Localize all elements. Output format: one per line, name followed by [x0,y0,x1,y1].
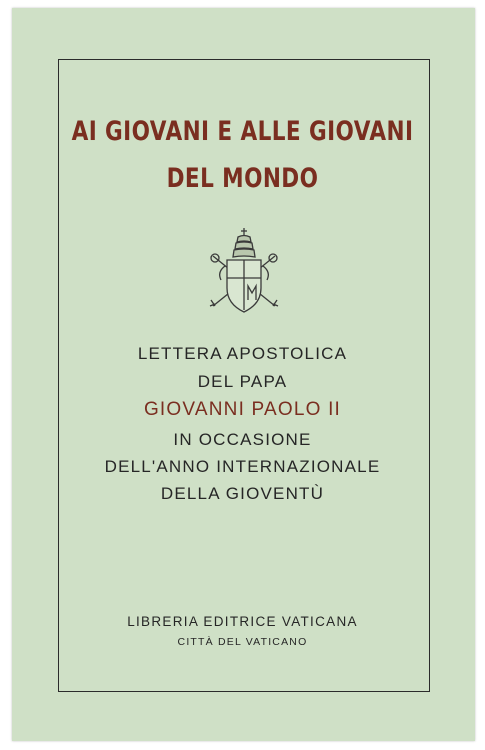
publisher-place: CITTÀ DEL VATICANO [177,636,308,648]
subtitle-line-6: DELLA GIOVENTÙ [160,484,325,503]
publisher-name: LIBRERIA EDITRICE VATICANA [127,614,358,629]
papal-coat-of-arms-icon [205,226,283,318]
cover-title-line-2: DEL MONDO [166,163,319,194]
cover-title-line-1: AI GIOVANI E ALLE GIOVANI [71,116,414,147]
subtitle-line-1: LETTERA APOSTOLICA [137,344,348,363]
subtitle-line-2: DEL PAPA [197,372,288,391]
author-name: GIOVANNI PAOLO II [143,399,342,420]
subtitle-line-5: DELL'ANNO INTERNAZIONALE [104,457,381,476]
subtitle-line-4: IN OCCASIONE [173,430,312,449]
